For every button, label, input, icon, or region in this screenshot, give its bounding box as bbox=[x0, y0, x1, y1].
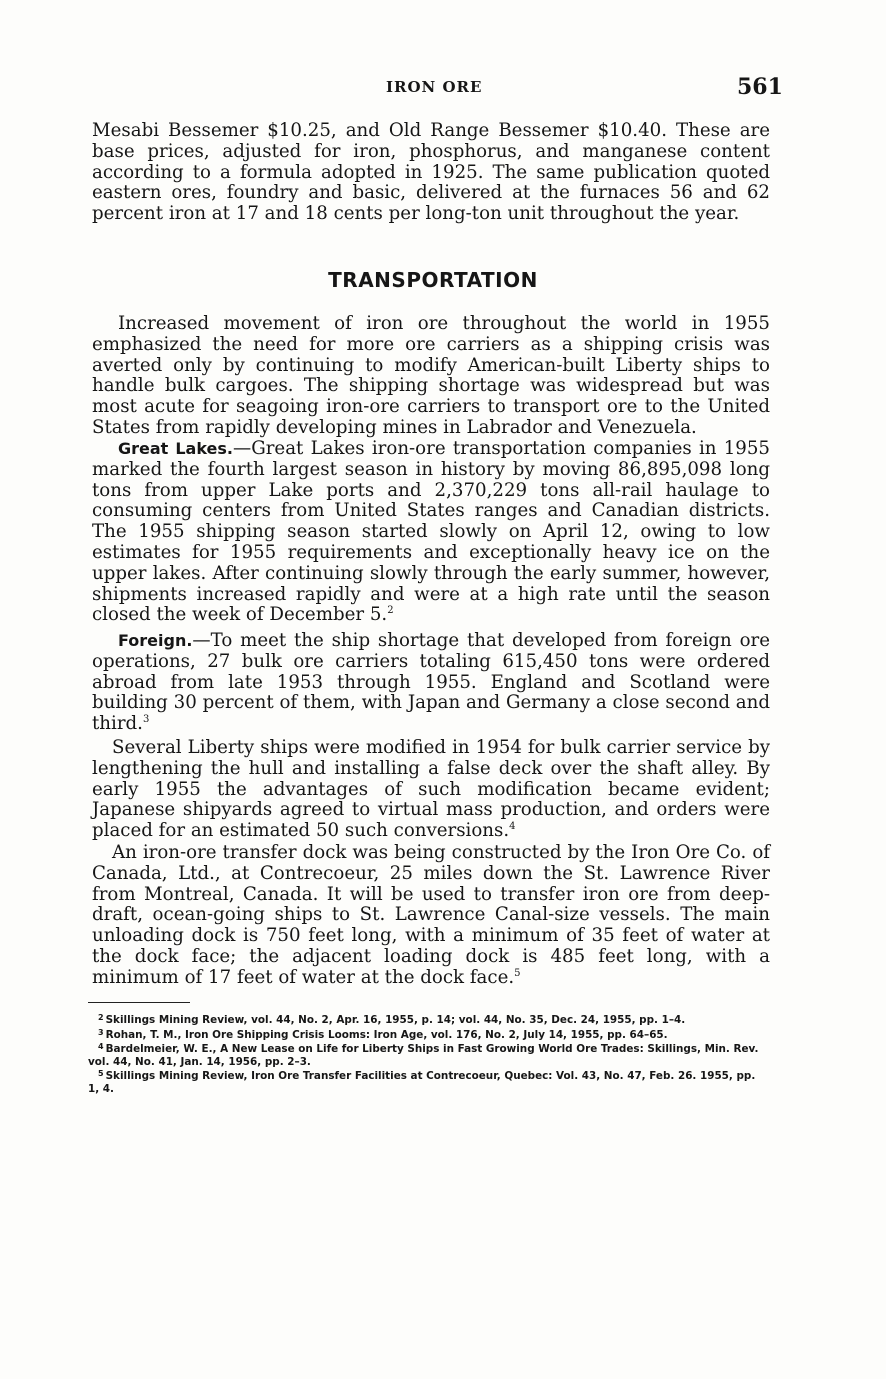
footnote-text: Skillings Mining Review, Iron Ore Transfer Facilities at Contrecoeur, Quebec: Vol. 43, No. 47, Feb. 26. 1955, pp. 1, 4. bbox=[88, 1070, 756, 1095]
footnote-list bbox=[88, 1012, 768, 1095]
footnote-mark: 5 bbox=[98, 1069, 104, 1078]
paragraph-liberty-ships bbox=[92, 738, 770, 842]
footnote-3 bbox=[88, 1027, 768, 1042]
footnote-text: Rohan, T. M., Iron Ore Shipping Crisis Looms: Iron Age, vol. 176, No. 2, July 14, 1955, pp. 64–65. bbox=[105, 1028, 668, 1041]
page-number: 561 bbox=[737, 74, 783, 100]
intro-paragraph: Mesabi Bessemer $10.25, and Old Range Bessemer $10.40. These are base prices, adjusted for iron, phosphorus, and manganese content according to a formula adopted in 1925. The same publication quoted eastern ores, foundry and basic, delivered at the furnaces 56 and 62 percent iron at 17 and 18 cents per long-ton unit throughout the year. bbox=[92, 120, 770, 225]
running-head: IRON ORE bbox=[386, 78, 483, 96]
dock-text: An iron-ore transfer dock was being constructed by the Iron Ore Co. of Canada, Ltd., at Contrecoeur, 25 miles down the St. Lawrence River from Montreal, Canada. It will be used to transfer iron ore from deep-draft, ocean-going ships to St. Lawrence Canal-size vessels. The main unloading dock is 750 feet long, with a minimum of 35 feet of water at the dock face; the adjacent loading dock is 485 feet long, with a minimum of 17 feet of water at the dock face. bbox=[92, 842, 770, 988]
footnote-ref-4[interactable]: 4 bbox=[509, 821, 516, 833]
paragraph-increased-movement: Increased movement of iron ore throughout the world in 1955 emphasized the need for more ore carriers as a shipping crisis was averted only by continuing to modify American-built Liberty ships to handle bulk cargoes. The shipping shortage was widespread but was most acute for seagoing iron-ore carriers to transport ore to the United States from rapidly developing mines in Labrador and Venezuela. bbox=[92, 313, 770, 438]
footnote-4 bbox=[88, 1041, 768, 1068]
section-title: TRANSPORTATION bbox=[328, 268, 538, 292]
footnote-ref-2[interactable]: 2 bbox=[387, 605, 394, 617]
foreign-text: —To meet the ship shortage that developed from foreign ore operations, 27 bulk ore carriers totaling 615,450 tons were ordered abroad from late 1953 through 1955. England and Scotland were building 30 percent of them, with Japan and Germany a close second and third. bbox=[92, 630, 770, 735]
liberty-text: Several Liberty ships were modified in 1954 for bulk carrier service by lengthening the hull and installing a false deck over the shaft alley. By early 1955 the advantages of such modification became evident; Japanese shipyards agreed to virtual mass production, and orders were placed for an estimated 50 such conversions. bbox=[92, 737, 770, 842]
footnote-2 bbox=[88, 1012, 768, 1027]
footnote-ref-5[interactable]: 5 bbox=[514, 967, 521, 979]
foreign-heading: Foreign. bbox=[118, 631, 193, 650]
footnote-rule bbox=[88, 1002, 190, 1003]
footnote-text: Skillings Mining Review, vol. 44, No. 2, Apr. 16, 1955, p. 14; vol. 44, No. 35, Dec. 24, 1955, pp. 1–4. bbox=[105, 1014, 686, 1026]
paragraph-transfer-dock bbox=[92, 843, 770, 989]
footnote-mark: 3 bbox=[98, 1027, 104, 1037]
footnote-text: Bardelmeier, W. E., A New Lease on Life for Liberty Ships in Fast Growing World Ore Trades: Skillings, Min. Rev. vol. 44, No. 41, Jan. 14, 1956, pp. 2–3. bbox=[88, 1043, 759, 1068]
paragraph-great-lakes bbox=[92, 439, 770, 626]
footnote-mark: 2 bbox=[98, 1013, 104, 1022]
footnote-ref-3[interactable]: 3 bbox=[142, 714, 150, 726]
great-lakes-text: —Great Lakes iron-ore transportation companies in 1955 marked the fourth largest season in history by moving 86,895,098 long tons from upper Lake ports and 2,370,229 tons all-rail haulage to consuming centers from United States ranges and Canadian districts. The 1955 shipping season started slowly on April 12, owing to low estimates for 1955 requirements and exceptionally heavy ice on the upper lakes. After continuing slowly through the early summer, however, shipments increased rapidly and were at a high rate until the season closed the week of December 5. bbox=[92, 438, 770, 626]
footnote-5 bbox=[88, 1068, 768, 1095]
paragraph-foreign bbox=[92, 631, 770, 735]
great-lakes-heading: Great Lakes. bbox=[118, 439, 234, 458]
footnote-mark: 4 bbox=[98, 1042, 104, 1051]
